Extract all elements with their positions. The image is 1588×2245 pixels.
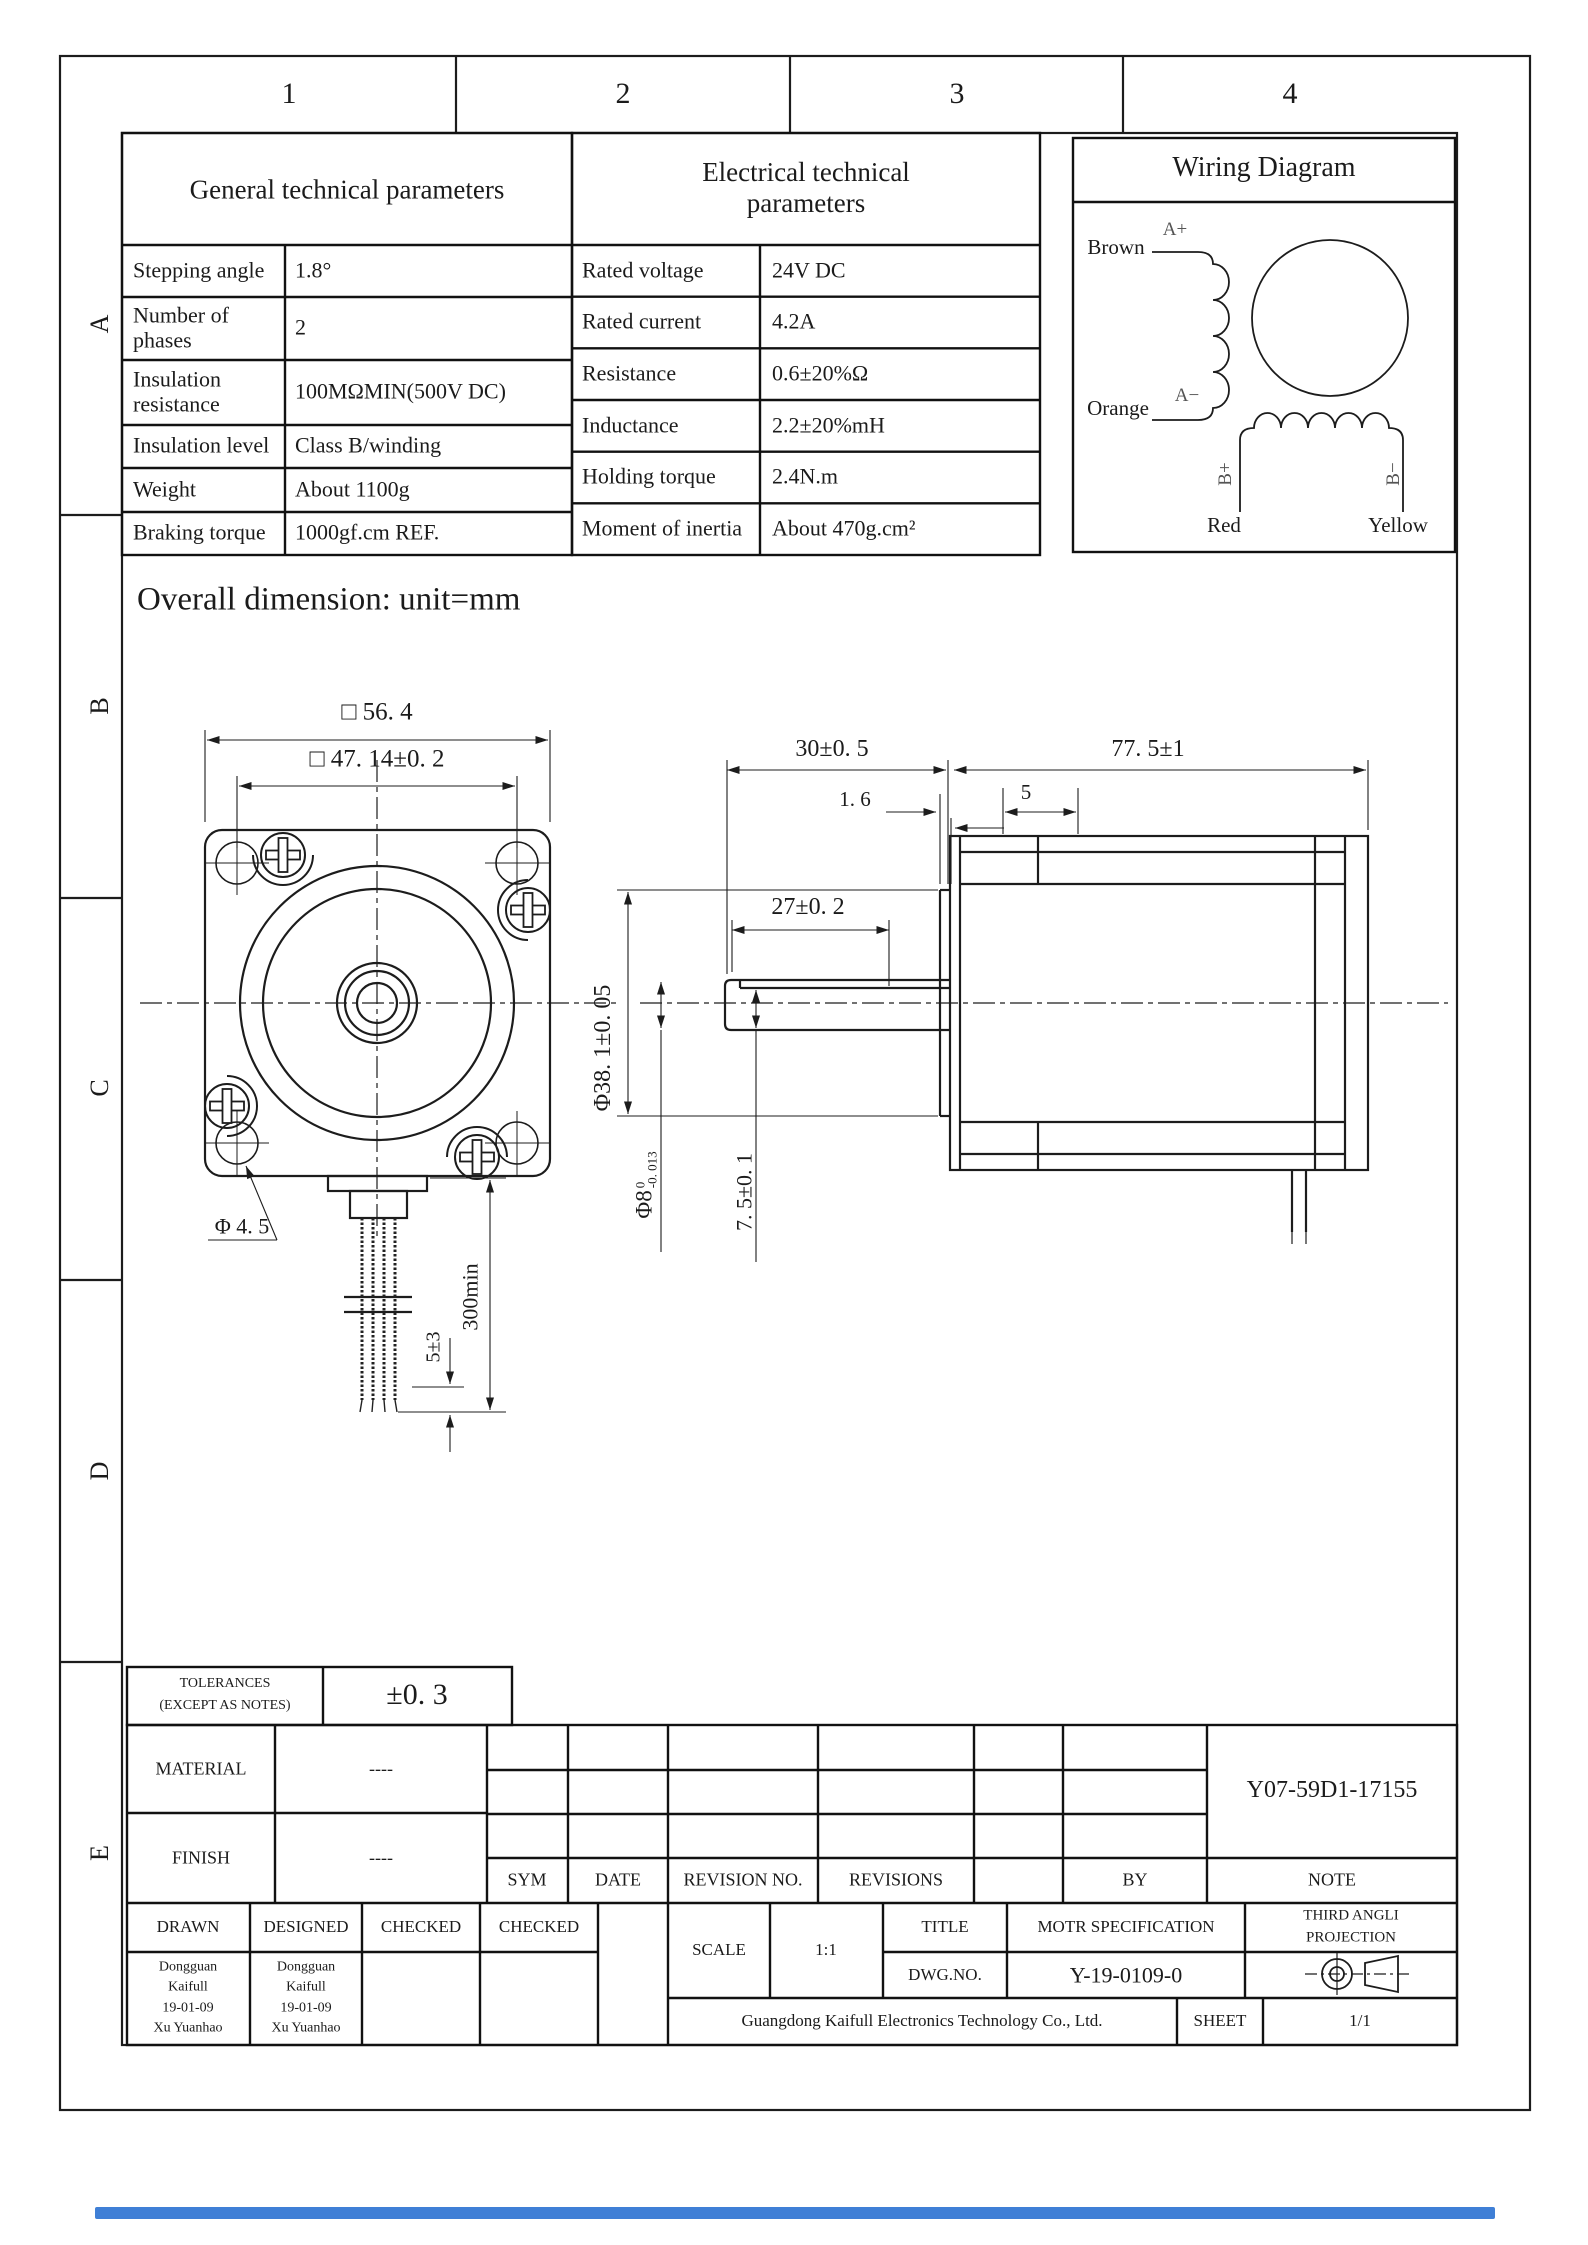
zone-row-d: D <box>85 1461 115 1481</box>
electrical-row-value: About 470g.cm² <box>772 515 916 541</box>
dim-hole-4-5: Φ 4. 5 <box>214 1213 270 1239</box>
sheet-value: 1/1 <box>1349 2011 1371 2031</box>
general-row-value: 1000gf.cm REF. <box>295 519 440 545</box>
dim-boss-1-6: 1. 6 <box>839 786 871 811</box>
electrical-row-label: Rated voltage <box>582 257 704 283</box>
tolerance-value: ±0. 3 <box>386 1677 448 1711</box>
sign-header-designed: DESIGNED <box>263 1917 349 1937</box>
general-row-value: 1.8° <box>295 257 332 283</box>
dim-shaft-8: Φ8 0 -0. 013 <box>631 1151 660 1219</box>
wire-label-orange: Orange <box>1087 395 1149 420</box>
zone-row-a: A <box>85 314 115 334</box>
sign-header-checked-1: CHECKED <box>380 1917 462 1937</box>
dwg-no-label: DWG.NO. <box>908 1965 982 1985</box>
electrical-table-title: Electrical technical parameters <box>702 156 910 218</box>
material-label: MATERIAL <box>155 1758 247 1779</box>
rev-header-sym: SYM <box>507 1869 547 1890</box>
electrical-row-value: 2.2±20%mH <box>772 412 885 438</box>
tolerances-label-line1: TOLERANCES <box>179 1675 271 1691</box>
coil-label-b-minus: B− <box>1383 462 1405 486</box>
electrical-row-value: 4.2A <box>772 308 816 334</box>
electrical-row-value: 0.6±20%Ω <box>772 360 869 386</box>
general-table-title: General technical parameters <box>189 174 505 205</box>
rev-header-revisions: REVISIONS <box>848 1869 944 1890</box>
electrical-row-label: Holding torque <box>582 463 716 489</box>
tolerances-label-line2: (EXCEPT AS NOTES) <box>159 1697 291 1713</box>
dim-flat-7-5: 7. 5±0. 1 <box>731 1152 757 1232</box>
horizontal-scrollbar-thumb[interactable] <box>95 2207 1495 2219</box>
dim-cap-5: 5 <box>1020 779 1032 804</box>
general-row-value: 100MΩMIN(500V DC) <box>295 378 506 404</box>
zone-row-b: B <box>85 697 115 715</box>
wiring-diagram-title: Wiring Diagram <box>1172 151 1356 183</box>
zone-col-1: 1 <box>281 76 297 110</box>
overall-dimension-title: Overall dimension: unit=mm <box>137 581 521 618</box>
general-row-value: 2 <box>295 314 306 340</box>
drawn-signature: Dongguan Kaifull 19-01-09 Xu Yuanhao <box>153 1959 223 2036</box>
material-value: ---- <box>369 1758 393 1779</box>
rev-header-note: NOTE <box>1308 1869 1356 1890</box>
company-name: Guangdong Kaifull Electronics Technology Co., Ltd. <box>741 2011 1103 2031</box>
projection-label-line2: PROJECTION <box>1305 1929 1397 1946</box>
coil-label-a-minus: A− <box>1174 385 1200 407</box>
finish-label: FINISH <box>171 1847 231 1868</box>
wire-label-brown: Brown <box>1087 234 1145 259</box>
zone-col-4: 4 <box>1282 76 1298 110</box>
dwg-no-value: Y-19-0109-0 <box>1069 1962 1183 1988</box>
sheet-label: SHEET <box>1193 2011 1247 2031</box>
coil-label-b-plus: B+ <box>1215 462 1237 486</box>
dim-lead-300min: 300min <box>457 1263 483 1331</box>
general-row-label: Insulation resistance <box>133 366 221 416</box>
scale-value: 1:1 <box>815 1940 837 1960</box>
general-row-label: Insulation level <box>133 432 270 458</box>
sign-header-drawn: DRAWN <box>156 1917 220 1937</box>
zone-row-c: C <box>85 1079 115 1097</box>
dim-pilot-38-1: Φ38. 1±0. 05 <box>590 984 617 1112</box>
electrical-row-label: Rated current <box>582 308 702 334</box>
general-row-value: Class B/winding <box>295 432 442 458</box>
electrical-row-label: Moment of inertia <box>582 515 743 541</box>
general-row-label: Stepping angle <box>133 257 265 283</box>
electrical-row-value: 2.4N.m <box>772 463 838 489</box>
dim-square-47-14: □ 47. 14±0. 2 <box>309 745 445 773</box>
dim-strip-5-3: 5±3 <box>422 1331 445 1363</box>
electrical-row-label: Inductance <box>582 412 679 438</box>
rev-header-date: DATE <box>595 1869 641 1890</box>
dim-length-30: 30±0. 5 <box>795 736 869 763</box>
wire-label-yellow: Yellow <box>1368 512 1428 537</box>
general-row-value: About 1100g <box>295 476 410 502</box>
zone-col-2: 2 <box>615 76 631 110</box>
general-row-label: Weight <box>133 476 196 502</box>
coil-label-a-plus: A+ <box>1162 219 1188 241</box>
rev-header-by: BY <box>1122 1869 1148 1890</box>
wire-label-red: Red <box>1207 512 1241 537</box>
dim-flat-27: 27±0. 2 <box>771 894 845 921</box>
title-label: TITLE <box>921 1917 969 1937</box>
zone-col-3: 3 <box>949 76 965 110</box>
sign-header-checked-2: CHECKED <box>498 1917 580 1937</box>
zone-row-e: E <box>85 1845 115 1861</box>
dim-length-77-5: 77. 5±1 <box>1111 736 1185 763</box>
part-number: Y07-59D1-17155 <box>1246 1777 1418 1804</box>
scale-label: SCALE <box>692 1940 746 1960</box>
title-value: MOTR SPECIFICATION <box>1037 1917 1215 1937</box>
dim-square-56-4: □ 56. 4 <box>341 698 413 726</box>
electrical-row-label: Resistance <box>582 360 677 386</box>
general-row-label: Braking torque <box>133 519 266 545</box>
designed-signature: Dongguan Kaifull 19-01-09 Xu Yuanhao <box>271 1959 341 2036</box>
electrical-row-value: 24V DC <box>772 257 846 283</box>
finish-value: ---- <box>369 1847 393 1868</box>
projection-label-line1: THIRD ANGLI <box>1303 1907 1399 1924</box>
rev-header-revision-no: REVISION NO. <box>683 1869 803 1890</box>
general-row-label: Number of phases <box>133 302 229 352</box>
